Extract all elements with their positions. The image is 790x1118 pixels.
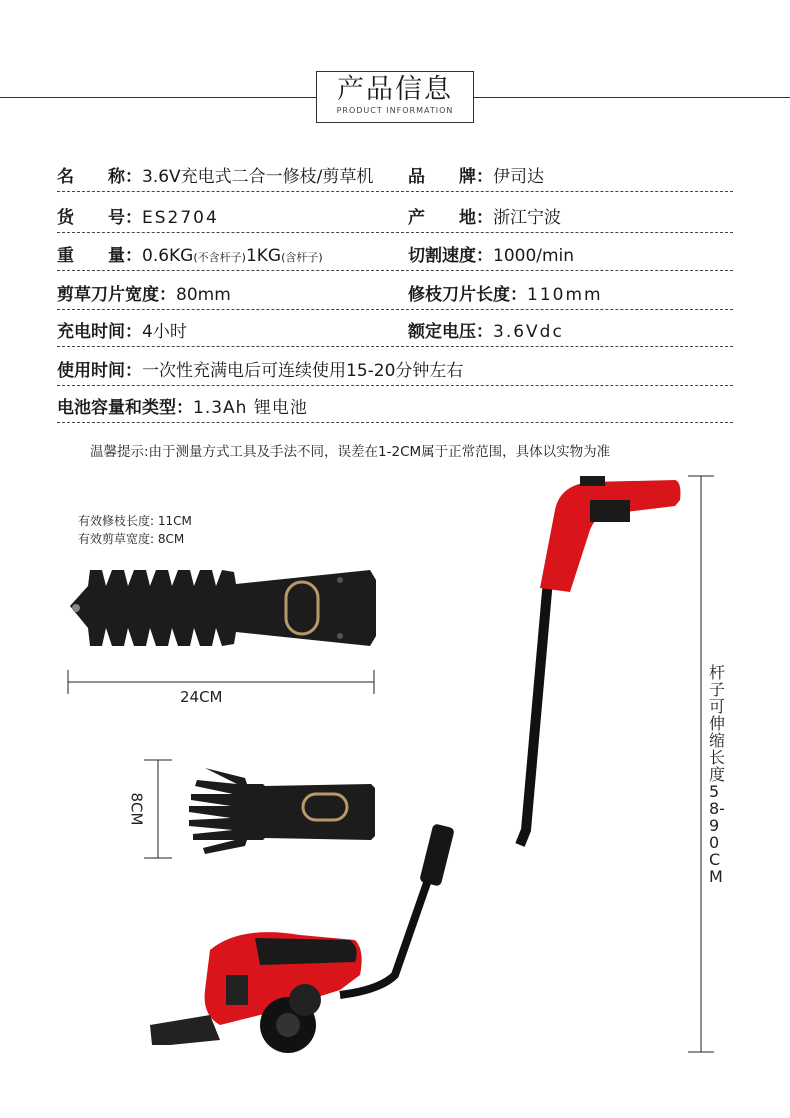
cut-speed-value: 1000/min [493,246,575,266]
dimension-8cm: 8CM [127,792,146,826]
trimmer-with-pole-image [140,470,685,1060]
spec-row-4 [57,274,733,310]
use-time-value: 一次性充满电后可连续使用15-20分钟左右 [142,361,464,381]
rated-voltage-label: 额定电压： [408,322,493,342]
weight-note-2: (含杆子) [281,251,323,264]
spec-row-5 [57,311,733,347]
hedge-blade-length-label: 修枝刀片长度： [408,285,527,305]
brand-value: 伊司达 [493,167,544,187]
use-time-label: 使用时间： [57,361,142,381]
dimension-24cm: 24CM [180,688,223,706]
model-label: 货 号： [57,208,142,228]
spec-row-7 [57,387,733,423]
battery-label: 电池容量和类型： [57,398,193,418]
spec-row-6 [57,350,733,386]
grass-blade-width-value: 80mm [176,285,231,305]
weight-note-1: (不含杆子) [193,251,246,264]
name-value: 3.6V充电式二合一修枝/剪草机 [142,167,374,187]
pole-length-label: 杆子可伸缩长度58-90CM [709,663,726,886]
header-rule-left [0,97,316,98]
grass-blade-width-label: 剪草刀片宽度： [57,285,176,305]
row-divider [57,422,733,423]
section-title-box [316,71,474,123]
section-subtitle: PRODUCT INFORMATION [336,106,454,115]
row-divider [57,191,733,192]
row-divider [57,309,733,310]
row-divider [57,270,733,271]
battery-value: 1.3Ah 锂电池 [193,398,308,418]
section-title: 产品信息 [337,74,453,105]
hedge-length-note: 有效修枝长度: 11CM [78,514,192,528]
cut-speed-label: 切割速度： [408,246,493,266]
rated-voltage-value: 3.6Vdc [493,322,564,342]
row-divider [57,232,733,233]
origin-label: 产 地： [408,208,493,228]
origin-value: 浙江宁波 [493,208,561,228]
model-value: ES2704 [142,208,219,228]
spec-row-3 [57,235,733,271]
measurement-tip: 温馨提示:由于测量方式工具及手法不同，误差在1-2CM属于正常范围，具体以实物为准 [90,444,611,460]
row-divider [57,346,733,347]
weight-value-2: 1KG [245,246,282,266]
charge-time-label: 充电时间： [57,322,142,342]
weight-label: 重 量： [57,246,142,266]
charge-time-value: 4小时 [142,322,187,342]
spec-row-2 [57,197,733,233]
header-rule-right [474,97,790,98]
weight-value-1: 0.6KG [142,246,194,266]
row-divider [57,385,733,386]
hedge-blade-length-value: 110mm [527,285,603,305]
grass-width-note: 有效剪草宽度: 8CM [78,532,185,546]
brand-label: 品 牌： [408,167,493,187]
spec-row-1 [57,156,733,192]
name-label: 名 称： [57,167,142,187]
